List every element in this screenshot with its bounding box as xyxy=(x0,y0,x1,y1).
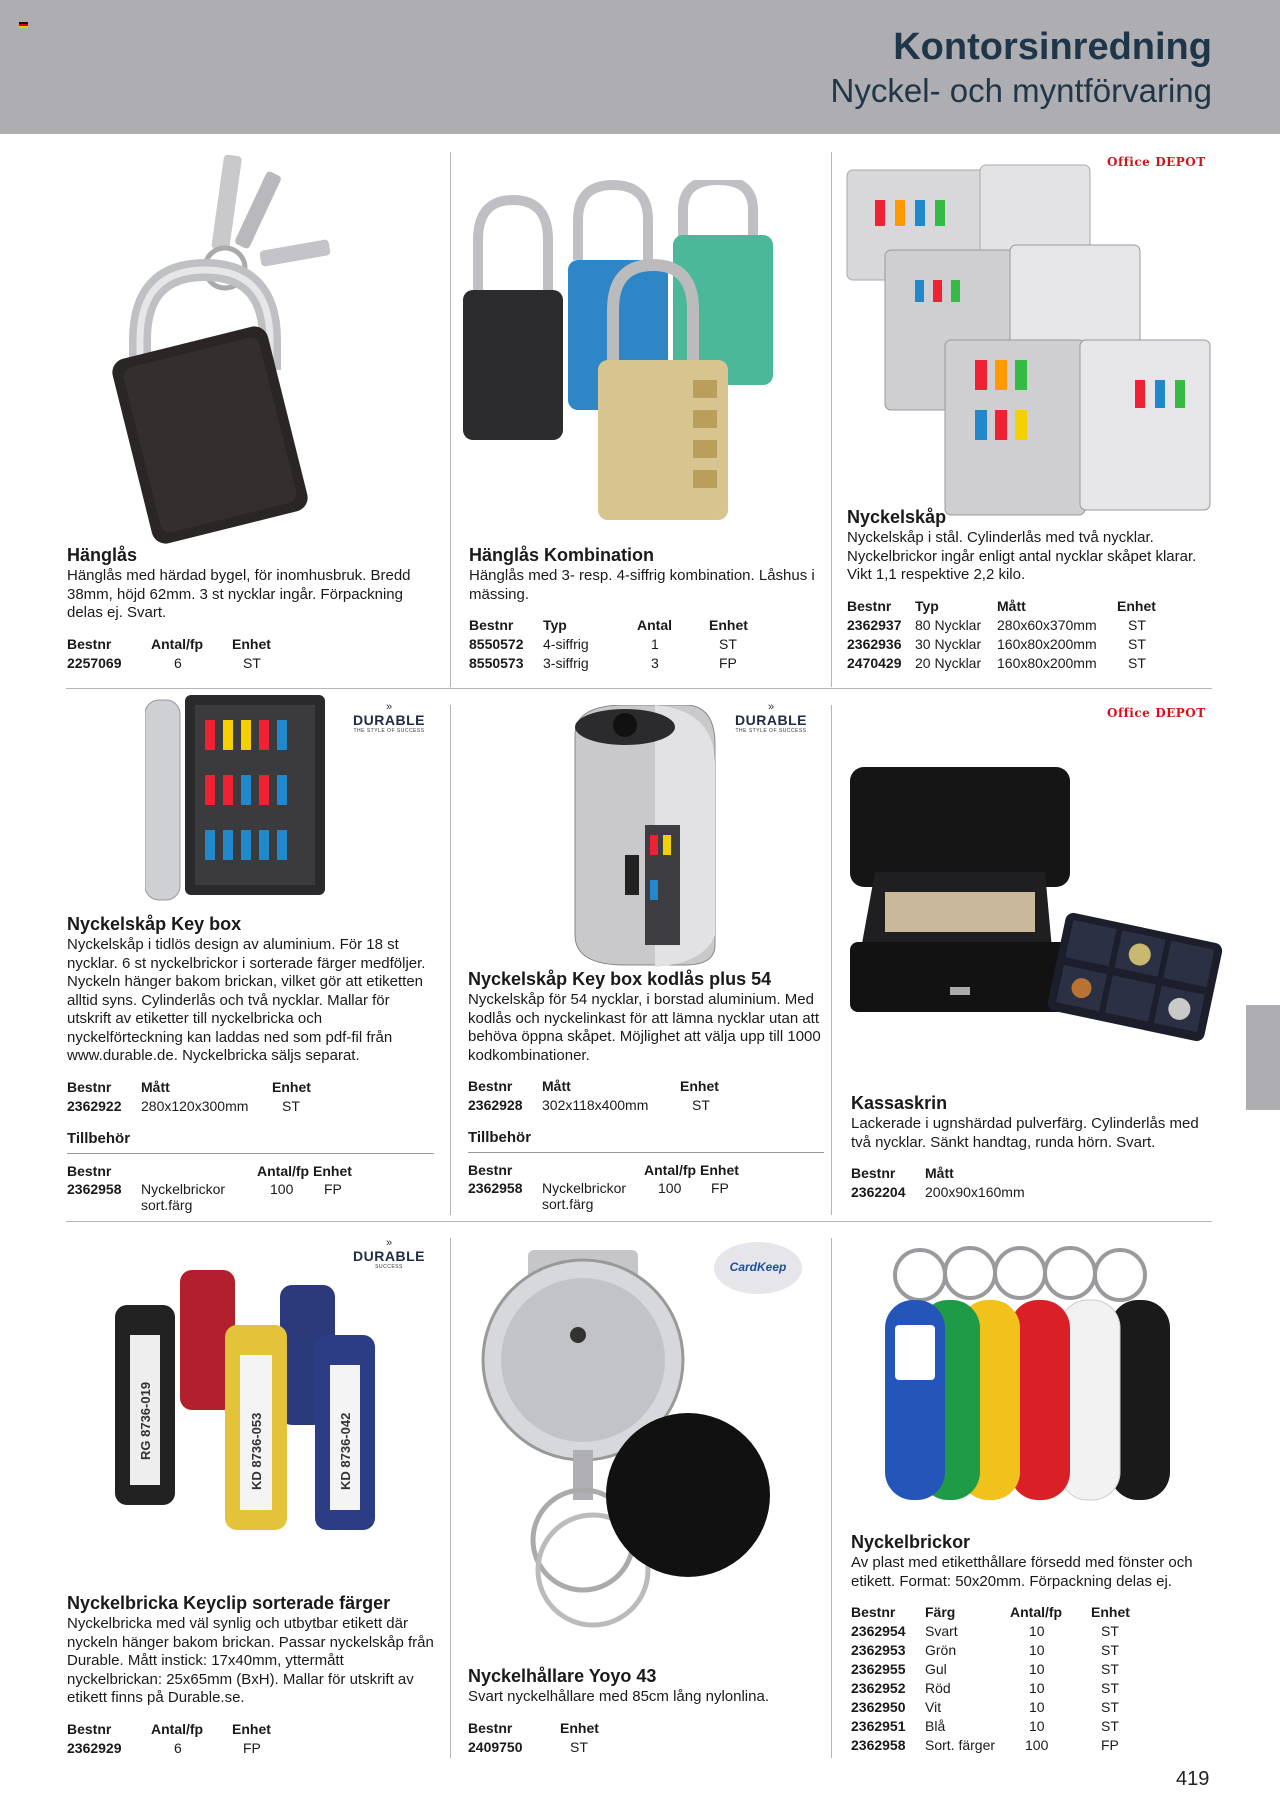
product-description: Lackerade i ugnshärdad pulverfärg. Cylinderlås med två nycklar. Sänkt handtag, runda hörn. Svart. xyxy=(851,1115,1199,1151)
yoyo-image xyxy=(478,1250,778,1670)
product-hanglas-kombination xyxy=(469,545,824,673)
product-description: Hänglås med 3- resp. 4-siffrig kombination. Låshus i mässing. xyxy=(469,567,815,603)
durable-logo: » DURABLE SUCCESS xyxy=(353,1237,425,1270)
combination-locks-image xyxy=(458,180,828,525)
table-row: 2257069 6 ST xyxy=(67,654,261,671)
cash-box-image xyxy=(845,762,1225,1062)
office-depot-logo: Office DEPOT xyxy=(1107,706,1206,720)
page-title: Kontorsinredning xyxy=(893,26,1212,68)
table-row: 2362958 Sort. färger 100 FP xyxy=(851,1737,1119,1753)
product-description: Nyckelskåp i stål. Cylinderlås med två nycklar. Nyckelbrickor ingår enligt antal nycklar skåpet klarar. Vikt 1,1 respektive 2,2 kilo. xyxy=(847,529,1197,583)
table-row: 2362929 6 FP xyxy=(67,1739,261,1756)
table-row: 2362958 Nyckelbrickor sort.färg 100 FP xyxy=(67,1180,342,1213)
product-description: Av plast med etiketthållare försedd med fönster och etikett. Format: 50x20mm. Förpackning delas ej. xyxy=(851,1554,1193,1590)
product-title: Nyckelhållare Yoyo 43 xyxy=(468,1666,657,1686)
table-row: 2362937 80 Nycklar 280x60x370mm ST xyxy=(847,616,1146,633)
product-table: Bestnr Enhet 2409750 ST xyxy=(468,1719,824,1757)
table-row: 8550572 4-siffrig 1 ST xyxy=(469,636,737,652)
product-table: Bestnr Färg Antal/fp Enhet 2362954 Svart 10 ST 2362953 Grön 10 ST 2362955 Gul 10 ST 2362952 Röd 10 ST 2362950 Vit 10 ST 2362951 Blå 10 ST 2362958 Sort. färger 100 FP xyxy=(851,1603,1211,1755)
product-description: Nyckelskåp för 54 nycklar, i borstad aluminium. Med kodlås och nyckelinkast för att lämna nycklar utan att behöva öppna skåpet. Möjlighet att välja upp till 1000 kodkombinationer. xyxy=(468,991,821,1064)
tag-label: KD 8736-053 xyxy=(249,1412,264,1490)
key-cabinets-image xyxy=(845,160,1215,520)
column-divider xyxy=(831,1238,832,1758)
tag-label: RG 8736-019 xyxy=(138,1381,153,1460)
durable-logo: » DURABLE THE STYLE OF SUCCESS xyxy=(353,701,425,734)
office-depot-logo: Office DEPOT xyxy=(1107,155,1206,169)
column-divider xyxy=(450,152,451,687)
table-row: 2362204 200x90x160mm xyxy=(851,1184,1025,1200)
padlock-image xyxy=(100,150,390,545)
product-keybox-plus xyxy=(468,969,824,1216)
product-table: Bestnr Mått Enhet 2362922 280x120x300mm ST xyxy=(67,1078,434,1116)
product-hanglas xyxy=(67,545,437,673)
table-row: 2362958 Nyckelbrickor sort.färg 100 FP xyxy=(468,1180,729,1212)
accessories-title: Tillbehör xyxy=(468,1129,824,1153)
product-description: Nyckelskåp i tidlös design av aluminium. För 18 st nycklar. 6 st nyckelbrickor i sorterade färger medföljer. Nyckeln hänger bakom brickan, vilket gör att etiketten alltid syns. Cylinderlås och två nycklar. Mallar för utskrift av etiketter till nyckelbricka och nyckelförteckning kan laddas ned som pdf-fil från www.durable.de. Nyckelbricka säljs separat. xyxy=(67,936,426,1064)
durable-logo: » DURABLE THE STYLE OF SUCCESS xyxy=(735,701,807,734)
page-subtitle: Nyckel- och myntförvaring xyxy=(830,72,1212,109)
table-row: 2362954 Svart 10 ST xyxy=(851,1623,1119,1639)
table-row: 2409750 ST xyxy=(468,1738,588,1755)
product-title: Nyckelbricka Keyclip sorterade färger xyxy=(67,1593,391,1613)
column-divider xyxy=(831,152,832,687)
column-divider xyxy=(450,705,451,1215)
keybox-plus-image xyxy=(565,705,725,970)
product-kassaskrin xyxy=(851,1093,1211,1202)
product-title: Hänglås xyxy=(67,545,138,565)
product-description: Svart nyckelhållare med 85cm lång nylonlina. xyxy=(468,1688,769,1705)
colored-keytags-image xyxy=(880,1245,1180,1505)
product-table: Bestnr Typ Mått Enhet 2362937 80 Nycklar 280x60x370mm ST 2362936 30 Nycklar 160x80x200mm ST 2470429 20 Nycklar 160x80x200mm ST xyxy=(847,597,1212,673)
tag-label: KD 8736-042 xyxy=(338,1412,353,1490)
product-title: Nyckelbrickor xyxy=(851,1532,971,1552)
accessories-table: Bestnr Antal/fp Enhet 2362958 Nyckelbrickor sort.färg 100 FP xyxy=(67,1162,434,1217)
product-keybox xyxy=(67,914,434,1217)
table-row: 2362955 Gul 10 ST xyxy=(851,1661,1119,1677)
row-divider xyxy=(66,688,1212,689)
product-title: Nyckelskåp xyxy=(847,507,947,527)
table-row: 2362950 Vit 10 ST xyxy=(851,1699,1119,1715)
table-row: 2362928 302x118x400mm ST xyxy=(468,1097,710,1113)
product-table: Bestnr Mått 2362204 200x90x160mm xyxy=(851,1164,1211,1202)
product-title: Hänglås Kombination xyxy=(469,545,655,565)
accessories-table: Bestnr Antal/fp Enhet 2362958 Nyckelbrickor sort.färg 100 FP xyxy=(468,1161,824,1216)
product-nyckelbrickor xyxy=(851,1532,1211,1755)
product-yoyo xyxy=(468,1666,824,1757)
section-tab[interactable] xyxy=(1246,1005,1280,1110)
table-row: 2362952 Röd 10 ST xyxy=(851,1680,1119,1696)
product-table: Bestnr Antal/fp Enhet 2257069 6 ST xyxy=(67,635,437,673)
product-nyckelskap xyxy=(847,507,1212,673)
column-divider xyxy=(450,1238,451,1758)
table-row: 2362936 30 Nycklar 160x80x200mm ST xyxy=(847,635,1146,652)
column-divider xyxy=(831,705,832,1215)
product-table: Bestnr Mått Enhet 2362928 302x118x400mm ST xyxy=(468,1077,824,1115)
page-number: 419 xyxy=(1176,1768,1210,1790)
cardkeep-logo: CardKeep xyxy=(714,1242,802,1294)
product-title: Nyckelskåp Key box kodlås plus 54 xyxy=(468,969,772,989)
product-title: Nyckelskåp Key box xyxy=(67,914,242,934)
table-row: 2470429 20 Nycklar 160x80x200mm ST xyxy=(847,654,1146,671)
table-row: 2362922 280x120x300mm ST xyxy=(67,1097,300,1114)
page-header xyxy=(0,0,1280,134)
keyclip-tags-image xyxy=(110,1265,410,1540)
flag-icon xyxy=(19,22,28,28)
product-table: Bestnr Antal/fp Enhet 2362929 6 FP xyxy=(67,1720,434,1758)
product-description: Nyckelbricka med väl synlig och utbytbar etikett där nyckeln hänger bakom brickan. Passar nyckelskåp från Durable. Mått instick: 17x40mm, yttermått nyckelbrickan: 25x65mm (BxH). Mallar för utskrift av etikett finns på Durable.se. xyxy=(67,1615,434,1706)
product-table: Bestnr Typ Antal Enhet 8550572 4-siffrig 1 ST 8550573 3-siffrig 3 FP xyxy=(469,616,824,673)
product-title: Kassaskrin xyxy=(851,1093,948,1113)
row-divider xyxy=(66,1221,1212,1222)
product-keyclip xyxy=(67,1593,434,1758)
table-row: 2362953 Grön 10 ST xyxy=(851,1642,1119,1658)
table-row: 2362951 Blå 10 ST xyxy=(851,1718,1119,1734)
product-description: Hänglås med härdad bygel, för inomhusbruk. Bredd 38mm, höjd 62mm. 3 st nycklar ingår. Förpackning delas ej. Svart. xyxy=(67,567,411,621)
keybox-image xyxy=(145,690,330,905)
table-row: 8550573 3-siffrig 3 FP xyxy=(469,655,737,671)
accessories-title: Tillbehör xyxy=(67,1130,434,1154)
